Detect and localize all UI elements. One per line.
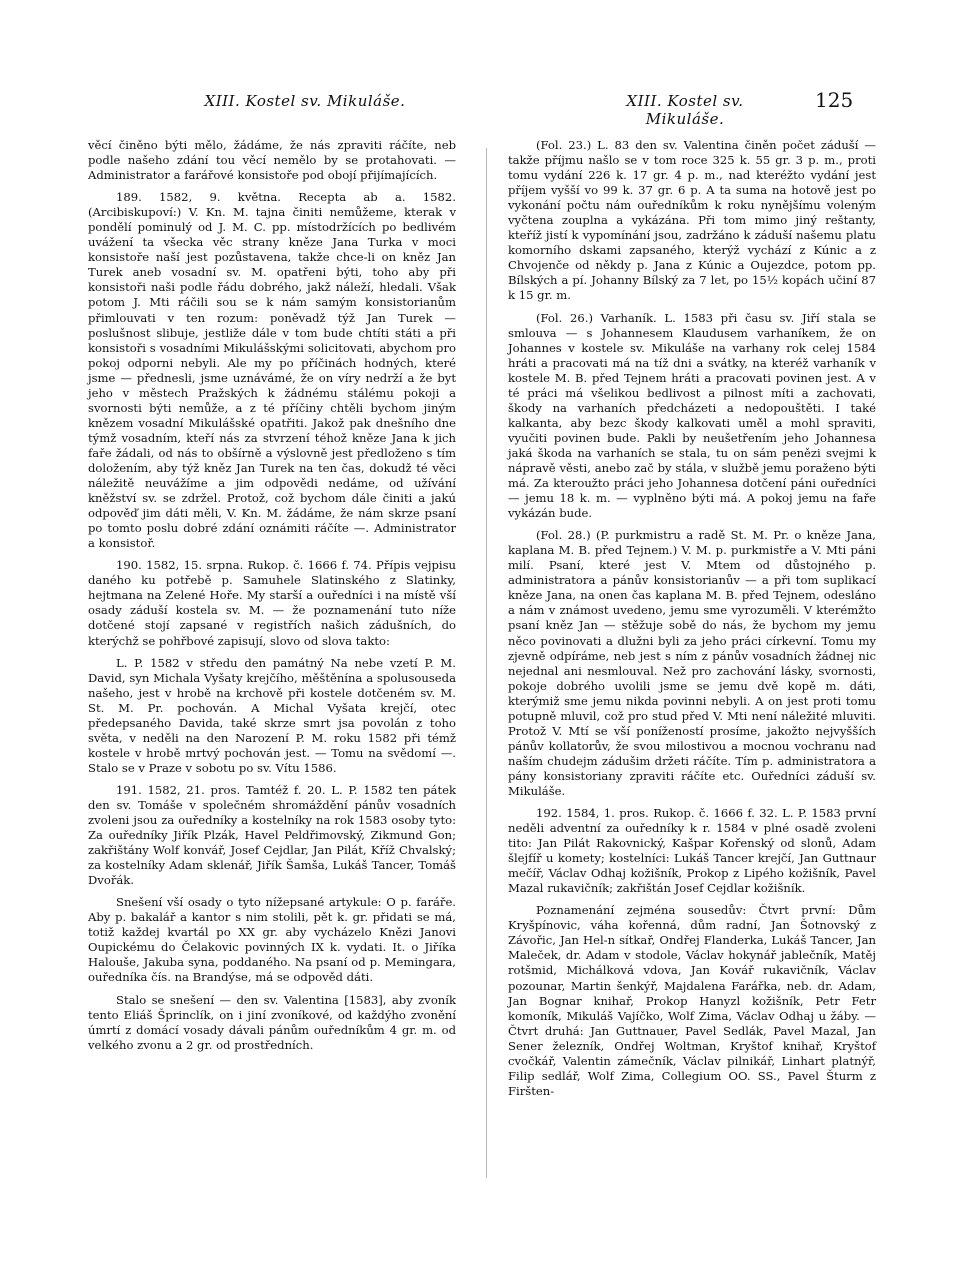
left-text-column: [88, 138, 456, 1060]
paragraph: (Fol. 28.) (P. purkmistru a radě St. M. Pr. o kněze Jana, kaplana M. B. před Tejnem.) V. M. p. purkmistře a V. Mti páni milí. Psaní, které jest V. Mtem od důstojného p. administratora a pánův konsistorianův — a při tom suplikací kněze Jana, na onen čas kaplana M. B. před Tejnem, odesláno a nám v známost uvedeno, jemu sme vyrozuměli. V kterémžto psaní kněz Jan — stěžuje sobě do nás, že bychom my jemu něco povinovati a dlužni byli za jeho práci církevní. Tomu my zjevně odpíráme, neb jest s ním z pánův vosadních žádnej nic nejednal ani nesmlouval. Než pro zachování lásky, svornosti, pokoje dobrého uvolili jsme se jemu dvě kopě m. dáti, kterýmiž sme jemu nikda povinni nebyli. A on jest proti tomu potupně mluvil, což pro stud před V. Mti není náležité mluviti. Protož V. Mtí se vší ponížeností prosíme, jakožto nejvyšších pánův kollatorův, že svou milostivou a mocnou vochranu nad naším chudejm zádušim držeti ráčíte. Tím p. administratora a pány konsistoriany zpraviti ráčíte etc. Ouředníci záduší sv. Mikuláše.: [508, 528, 876, 798]
paragraph: Poznamenání zejména sousedův: Čtvrt první: Dům Kryšpínovic, váha kořenná, dům radní, Jan Šotnovský z Závořic, Jan Hel-n sítkař, Ondřej Flanderka, Lukáš Tancer, Jan Maleček, dr. Adam v stodole, Václav hokynář jablečník, Matěj rotšmid, Michálková vdova, Jan Kovář rukavičník, Václav pozounar, Martin šenkýř, Majdalena Farářka, neb. dr. Adam, Jan Bognar knihař, Prokop Hanyzl kožišník, Petr Fetr komoník, Mikuláš Vajíčko, Wolf Zima, Václav Odhaj u žáby. — Čtvrt druhá: Jan Guttnauer, Pavel Sedlák, Pavel Mazal, Jan Sener železník, Ondřej Woltman, Kryštof knihař, Kryštof cvočkář, Valentin zámečník, Václav pilnikář, Linhart platnýř, Filip sedlář, Wolf Zima, Collegium OO. SS., Pavel Šturm z Firšten-: [508, 903, 876, 1098]
right-text-column: [508, 138, 876, 1106]
paragraph: 190. 1582, 15. srpna. Rukop. č. 1666 f. 74. Přípis vejpisu daného ku potřebě p. Samuhele Slatinského z Slatinky, hejtmana na Zelené Hoře. My starší a ouředníci i na místě vší osady záduší kostela sv. M. — že poznamenání tuto níže dotčené stojí zapsané v registřích našich zádušních, do kterýchž se pohřbové zapisují, slovo od slova takto:: [88, 558, 456, 648]
paragraph: Stalo se snešení — den sv. Valentina [1583], aby zvoník tento Eliáš Šprinclík, on i jiní zvoníkové, od každýho zvonění úmrtí z domácí vosady dávali pánům ouředníkům 4 gr. m. od velkého zvonu a 2 gr. od prostředních.: [88, 992, 456, 1052]
paragraph: věcí činěno býti mělo, žádáme, že nás zpraviti ráčíte, neb podle našeho zdání tou věcí nemělo by se protahovati. — Administrator a farářové konsistoře pod obojí přijímajících.: [88, 138, 456, 183]
paragraph: Snešení vší osady o tyto nížepsané artykule: O p. faráře. Aby p. bakalář a kantor s nim stolili, pět k. gr. přidati se má, totiž každej kvartál po XX gr. aby vycházelo Knězi Janovi Oupickému do Čelakovic povinných IX k. vydati. It. o Jiříka Halouše, Jakuba syna, poddaného. Na psaní od p. Memingara, ouředníka čís. na Brandýse, má se odpověd dáti.: [88, 895, 456, 985]
paragraph: 192. 1584, 1. pros. Rukop. č. 1666 f. 32. L. P. 1583 první neděli adventní za ouředníky k r. 1584 v plné osadě zvoleni tito: Jan Pilát Rakovnický, Kašpar Kořenský od slonů, Adam šlejfíř u komety; kostelníci: Lukáš Tancer krejčí, Jan Guttnaur mečíř, Václav Odhaj kožišník, Prokop z Lipého kožišník, Pavel Mazal rukavičník; zakřištán Josef Cejdlar kožišník.: [508, 806, 876, 896]
page-number: 125: [815, 88, 854, 112]
paragraph: (Fol. 23.) L. 83 den sv. Valentina činěn počet záduší — takže příjmu našlo se v tom roce 325 k. 55 gr. 3 p. m., proti tomu vydání 226 k. 17 gr. 4 p. m., nad kteréžto vydání jest příjem vyšší vo 99 k. 37 gr. 6 p. A ta suma na hotově jest po vykonání počtu nám ouředníkům k roku nynějšímu voleným vyčtena zouplna a vykázána. Při tom mimo jiný reštanty, kteříž jistí k vypomínání jsou, zadržáno k záduší našemu platu komorního dskami zapsaného, kterýž vychází z Kúnic a z Chvojenče od někdy p. Jana z Kúnic a Oujezdce, potom pp. Bílských a pí. Johanny Bílský za 7 let, po 15½ kopách učiní 87 k 15 gr. m.: [508, 138, 876, 303]
paragraph: (Fol. 26.) Varhaník. L. 1583 při času sv. Jiří stala se smlouva — s Johannesem Klaudusem varhaníkem, že on Johannes v kostele sv. Mikuláše na varhany rok celej 1584 hráti a pracovati má na tíž dni a svátky, na kteréž varhaník v kostele M. B. před Tejnem hráti a pracovati povinen jest. A v té práci má všelikou bedlivost a pilnost míti a zachovati, škody na varhaních předcházeti a nedopouštěti. I také kalkanta, aby bezc škody kalkovati uměl a mohl spraviti, vyučiti povinen bude. Pakli by neušetřením jeho Johannesa jaká škoda na varhaních se stala, tu on sám penězi svejmi k nápravě věsti, anebo zač by stála, v službě jemu poraženo býti má. Za kteroužto práci jeho Johannesa dotčení páni ouředníci — jemu 18 k. m. — vyplněno býti má. A pokoj jemu na faře vykázán bude.: [508, 310, 876, 521]
paragraph: L. P. 1582 v středu den památný Na nebe vzetí P. M. David, syn Michala Vyšaty krejčího, měštěnína a spolusouseda našeho, jest v hrobě na krchově při kostele dotčeném sv. M. St. M. Pr. pochován. A Michal Vyšata krejčí, otec předepsaného Davida, také skrze smrt jsa povolán z toho světa, v neděli na den Narození P. M. roku 1582 při témž kostele v hrobě mrtvý pochován jest. — Tomu na svědomí —. Stalo se v Praze v sobotu po sv. Vítu 1586.: [88, 655, 456, 775]
running-header-left: XIII. Kostel sv. Mikuláše.: [204, 92, 406, 110]
paragraph: 191. 1582, 21. pros. Tamtéž f. 20. L. P. 1582 ten pátek den sv. Tomáše v společném shromáždění pánův vosadních zvoleni jsou za ouředníky a kostelníky na rok 1583 osoby tyto: Za ouředníky Jiřík Plzák, Havel Peldřimovský, Zikmund Gon; zakřištány Wolf konvář, Josef Cejdlar, Jan Pilát, Kříž Chvalský; za kostelníky Adam sklenář, Jiřík Šamša, Lukáš Tancer, Tomáš Dvořák.: [88, 782, 456, 888]
column-divider: [486, 148, 487, 1178]
paragraph: 189. 1582, 9. května. Recepta ab a. 1582. (Arcibiskupoví:) V. Kn. M. tajna činiti nemůžeme, kterak v pondělí pominulý od J. M. C. pp. místodržících po bedlivém uvážení ta všecka věc strany kněze Jana Turka v moci konsistoře naší jest pozůstavena, takže chce-li on kněz Jan Turek aneb vosadní sv. M. opatřeni býti, toho aby při konsistoři naši podle řádu dobrého, jakž náleží, hledali. Však potom J. Mti ráčili sou se k nám samým konsistorianům přimlouvati v ten rozum: poněvadž týž Jan Turek — poslušnost slibuje, jestliže dále v tom bude chtíti státi a při konsistoři s vosadními Mikulášskými solicitovati, abychom pro pokoj odporni nebyli. Ale my po příčinách hodných, které jsme — přednesli, jsme uznávámé, že on víry nedrží a že byt jeho v městech Pražských k žádnému stálému pokoji a svornosti býti nemůže, a z té příčiny chtěli bychom jiným knězem vosadní Mikulášské opatřiti. Jakož pak dnešního dne týmž vosadním, kteří nás za stvrzení téhož kněze Jana k jich faře žádali, od nás to obšírně a výslovně jest předloženo s tím doložením, aby týž kněz Jan Turek na ten čas, dokudž té věci náležitě neuvážíme a jim odpovědi nedáme, od užívání kněžství sv. se zdržel. Protož, což bychom dále činiti a jakú odpověď jim dáti měli, V. Kn. M. žádáme, že nám skrze psaní po tomto poslu dobré zdání oznámiti ráčíte —. Administrator a konsistoř.: [88, 190, 456, 551]
running-header-right: XIII. Kostel sv. Mikuláše.: [626, 92, 744, 128]
